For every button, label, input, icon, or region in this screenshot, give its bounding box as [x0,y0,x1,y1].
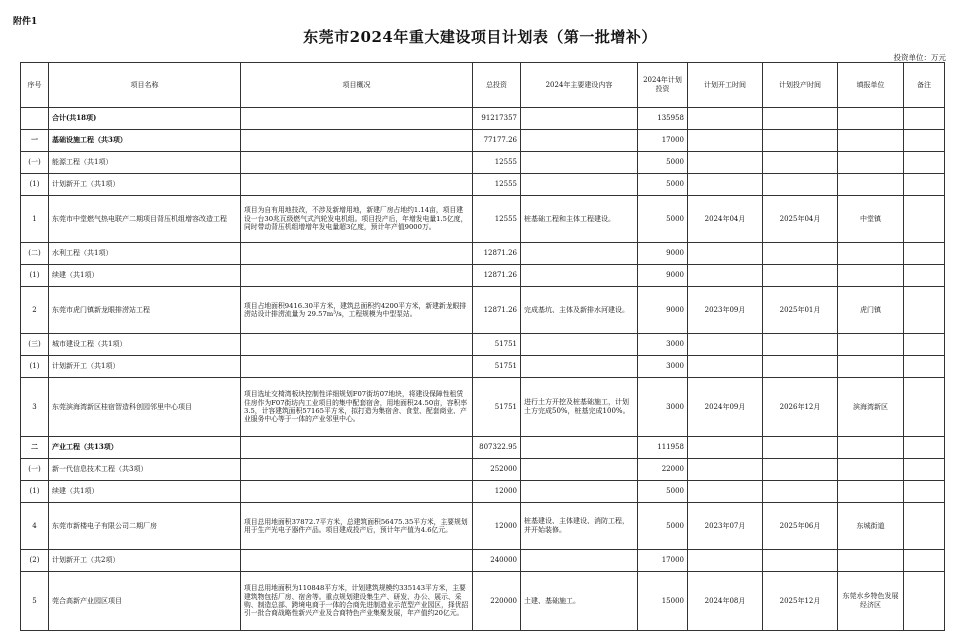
cell-desc [241,437,473,459]
cell-plan: 9000 [638,243,688,265]
header-total: 总投资 [473,63,521,108]
cell-plan: 5000 [638,174,688,196]
cell-name: 产业工程（共13项） [49,437,241,459]
cell-content [521,437,638,459]
cell-no: (1) [21,481,49,503]
cell-unit [838,152,904,174]
cell-start [688,174,763,196]
cell-total: 220000 [473,572,521,631]
cell-content [521,550,638,572]
cell-end [763,334,838,356]
table-row [21,130,945,152]
cell-content [521,334,638,356]
cell-note [904,243,945,265]
cell-unit: 虎门镇 [838,287,904,334]
cell-desc: 项目为自有用地技改，不涉及新增用地，新建厂房占地约1.14亩，项目建设一台30兆瓦级燃气式汽轮发电机组。项目投产后，年增发电量1.5亿度，同时带动背压机组增增年发电量超3亿度，预计年产值9000万。 [241,196,473,243]
cell-content: 桩基建设、主体建设、消防工程，并开始装修。 [521,503,638,550]
cell-end [763,130,838,152]
cell-end: 2026年12月 [763,378,838,437]
cell-desc [241,265,473,287]
project-table [20,62,945,631]
cell-note [904,265,945,287]
cell-total: 807322.95 [473,437,521,459]
table-row [21,287,945,334]
cell-note [904,152,945,174]
cell-start [688,459,763,481]
table-row [21,503,945,550]
cell-end [763,356,838,378]
cell-unit [838,108,904,130]
cell-unit [838,174,904,196]
cell-desc [241,334,473,356]
cell-unit [838,265,904,287]
cell-unit [838,481,904,503]
cell-content: 进行土方开挖及桩基础施工，计划土方完成50%，桩基完成100%。 [521,378,638,437]
cell-no: (1) [21,174,49,196]
cell-name: 东莞市新楼电子有限公司二期厂房 [49,503,241,550]
cell-note [904,481,945,503]
cell-start [688,243,763,265]
cell-desc [241,243,473,265]
cell-content [521,265,638,287]
cell-unit [838,130,904,152]
cell-name: 续建（共1项） [49,265,241,287]
cell-name: 能源工程（共1项） [49,152,241,174]
cell-start [688,265,763,287]
cell-unit: 东城街道 [838,503,904,550]
cell-no: 1 [21,196,49,243]
cell-total: 12555 [473,196,521,243]
cell-plan: 22000 [638,459,688,481]
cell-name: 东莞市虎门镇新龙眼排涝站工程 [49,287,241,334]
table-row [21,356,945,378]
cell-note [904,196,945,243]
table-row [21,243,945,265]
cell-name: 计划新开工（共1项） [49,356,241,378]
cell-plan: 135958 [638,108,688,130]
cell-start [688,334,763,356]
cell-content [521,481,638,503]
cell-plan: 5000 [638,503,688,550]
cell-no: 5 [21,572,49,631]
cell-start: 2024年08月 [688,572,763,631]
cell-desc [241,356,473,378]
cell-name: 基础设施工程（共3项） [49,130,241,152]
cell-end [763,481,838,503]
header-start: 计划开工时间 [688,63,763,108]
cell-content [521,130,638,152]
cell-end [763,243,838,265]
cell-no: 3 [21,378,49,437]
cell-desc: 项目占地面积9416.30平方米，建筑总面积约4200平方米，新建新龙眼排涝站设计排涝流量为 29.57m³/s，工程规模为中型泵站。 [241,287,473,334]
cell-end: 2025年12月 [763,572,838,631]
cell-plan: 5000 [638,481,688,503]
cell-no: 二 [21,437,49,459]
cell-no: (二) [21,243,49,265]
table-row [21,196,945,243]
page-title: 东莞市2024年重大建设项目计划表（第一批增补） [303,28,657,46]
cell-desc [241,174,473,196]
cell-no: (1) [21,265,49,287]
cell-end [763,174,838,196]
cell-desc [241,130,473,152]
cell-start [688,550,763,572]
header-no: 序号 [21,63,49,108]
cell-unit [838,437,904,459]
cell-desc [241,481,473,503]
cell-note [904,130,945,152]
table-row [21,152,945,174]
table-row [21,437,945,459]
cell-no: (一) [21,459,49,481]
cell-plan: 17000 [638,550,688,572]
cell-name: 东莞市中堂燃气热电联产二期项目背压机组增容改造工程 [49,196,241,243]
cell-note [904,356,945,378]
cell-plan: 9000 [638,287,688,334]
table-header-row [21,63,945,108]
cell-note [904,459,945,481]
header-content: 2024年主要建设内容 [521,63,638,108]
cell-total: 12000 [473,481,521,503]
cell-note [904,334,945,356]
cell-total: 240000 [473,550,521,572]
cell-name: 城市建设工程（共1项） [49,334,241,356]
cell-end [763,108,838,130]
cell-end: 2025年06月 [763,503,838,550]
cell-name: 新一代信息技术工程（共3项） [49,459,241,481]
cell-total: 12000 [473,503,521,550]
cell-desc [241,152,473,174]
cell-note [904,174,945,196]
cell-no: (三) [21,334,49,356]
cell-unit [838,356,904,378]
cell-end: 2025年01月 [763,287,838,334]
cell-name: 计划新开工（共1项） [49,174,241,196]
cell-note [904,287,945,334]
cell-note [904,108,945,130]
table-row [21,550,945,572]
cell-plan: 111958 [638,437,688,459]
cell-note [904,572,945,631]
cell-total: 12871.26 [473,243,521,265]
header-end: 计划投产时间 [763,63,838,108]
cell-desc [241,550,473,572]
cell-total: 77177.26 [473,130,521,152]
cell-desc: 项目选址交椅湾板块控制性详细规划F07街坊07地块，将建设保障性租赁住房作为F07街坊内工业项目的集中配套宿舍，用地面积24.50亩，容积率3.5，计容建筑面积57165平方米，拟打造为集宿舍、食堂、配套商业、产业服务中心等于一体的产业邻里中心。 [241,378,473,437]
cell-start: 2023年09月 [688,287,763,334]
cell-unit: 滨海湾新区 [838,378,904,437]
cell-unit [838,550,904,572]
cell-unit: 东莞水乡特色发展经济区 [838,572,904,631]
cell-content [521,243,638,265]
cell-no: 一 [21,130,49,152]
cell-plan: 5000 [638,196,688,243]
cell-no [21,108,49,130]
cell-total: 12555 [473,152,521,174]
cell-total: 51751 [473,356,521,378]
cell-content [521,152,638,174]
unit-label: 投资单位：万元 [893,53,946,62]
table-row [21,334,945,356]
cell-start [688,481,763,503]
cell-note [904,378,945,437]
cell-no: (一) [21,152,49,174]
cell-desc [241,459,473,481]
cell-no: (1) [21,356,49,378]
cell-total: 12871.26 [473,265,521,287]
cell-start: 2024年09月 [688,378,763,437]
cell-start [688,437,763,459]
cell-desc: 项目总用地面积为110848平方米，计划建筑规模约335143平方米，主要建筑物包括厂房、宿舍等。重点规划建设集生产、研发、办公、展示、采购、制造总部、跨境电商于一体的合商先进制造业示范型产业园区，择优招引一批合商战略性新兴产业及合商特色产业集聚发展，年产值约20亿元。 [241,572,473,631]
cell-total: 12871.26 [473,287,521,334]
cell-plan: 15000 [638,572,688,631]
cell-name: 续建（共1项） [49,481,241,503]
cell-unit [838,243,904,265]
cell-plan: 3000 [638,334,688,356]
header-unit: 填报单位 [838,63,904,108]
header-name: 项目名称 [49,63,241,108]
table-row [21,265,945,287]
cell-name: 东莞滨海湾新区桂宿智造科创园邻里中心项目 [49,378,241,437]
cell-end [763,550,838,572]
cell-no: 2 [21,287,49,334]
cell-unit: 中堂镇 [838,196,904,243]
table-row [21,108,945,130]
cell-name: 合计(共18项) [49,108,241,130]
table-row [21,572,945,631]
table-row [21,174,945,196]
cell-note [904,550,945,572]
cell-unit [838,334,904,356]
cell-content: 桩基础工程和主体工程建设。 [521,196,638,243]
cell-content: 完成基坑、主体及新排水河建设。 [521,287,638,334]
cell-end [763,265,838,287]
cell-total: 51751 [473,334,521,356]
cell-no: (2) [21,550,49,572]
cell-total: 252000 [473,459,521,481]
cell-desc [241,108,473,130]
cell-start [688,130,763,152]
table-row [21,481,945,503]
cell-end [763,459,838,481]
header-plan: 2024年计划投资 [638,63,688,108]
cell-plan: 9000 [638,265,688,287]
cell-total: 12555 [473,174,521,196]
cell-start: 2024年04月 [688,196,763,243]
cell-name: 莞合高新产业园区项目 [49,572,241,631]
cell-note [904,503,945,550]
cell-start [688,152,763,174]
cell-content [521,174,638,196]
cell-desc: 项目总用地面积37872.7平方米，总建筑面积56475.35平方米，主要规划用于生产光电子器件产品。项目建成投产后，预计年产值为4.6亿元。 [241,503,473,550]
cell-name: 水利工程（共1项） [49,243,241,265]
cell-plan: 17000 [638,130,688,152]
cell-content [521,356,638,378]
header-note: 备注 [904,63,945,108]
cell-plan: 5000 [638,152,688,174]
cell-content [521,459,638,481]
table-row [21,378,945,437]
cell-start [688,108,763,130]
cell-start [688,356,763,378]
table-row [21,459,945,481]
cell-end: 2025年04月 [763,196,838,243]
cell-total: 91217357 [473,108,521,130]
cell-content [521,108,638,130]
cell-plan: 3000 [638,378,688,437]
cell-start: 2023年07月 [688,503,763,550]
cell-content: 土建、基础施工。 [521,572,638,631]
cell-unit [838,459,904,481]
attachment-label: 附件1 [13,17,38,27]
cell-end [763,437,838,459]
cell-note [904,437,945,459]
cell-plan: 3000 [638,356,688,378]
cell-no: 4 [21,503,49,550]
cell-end [763,152,838,174]
header-desc: 项目概况 [241,63,473,108]
cell-total: 51751 [473,378,521,437]
cell-name: 计划新开工（共2项） [49,550,241,572]
